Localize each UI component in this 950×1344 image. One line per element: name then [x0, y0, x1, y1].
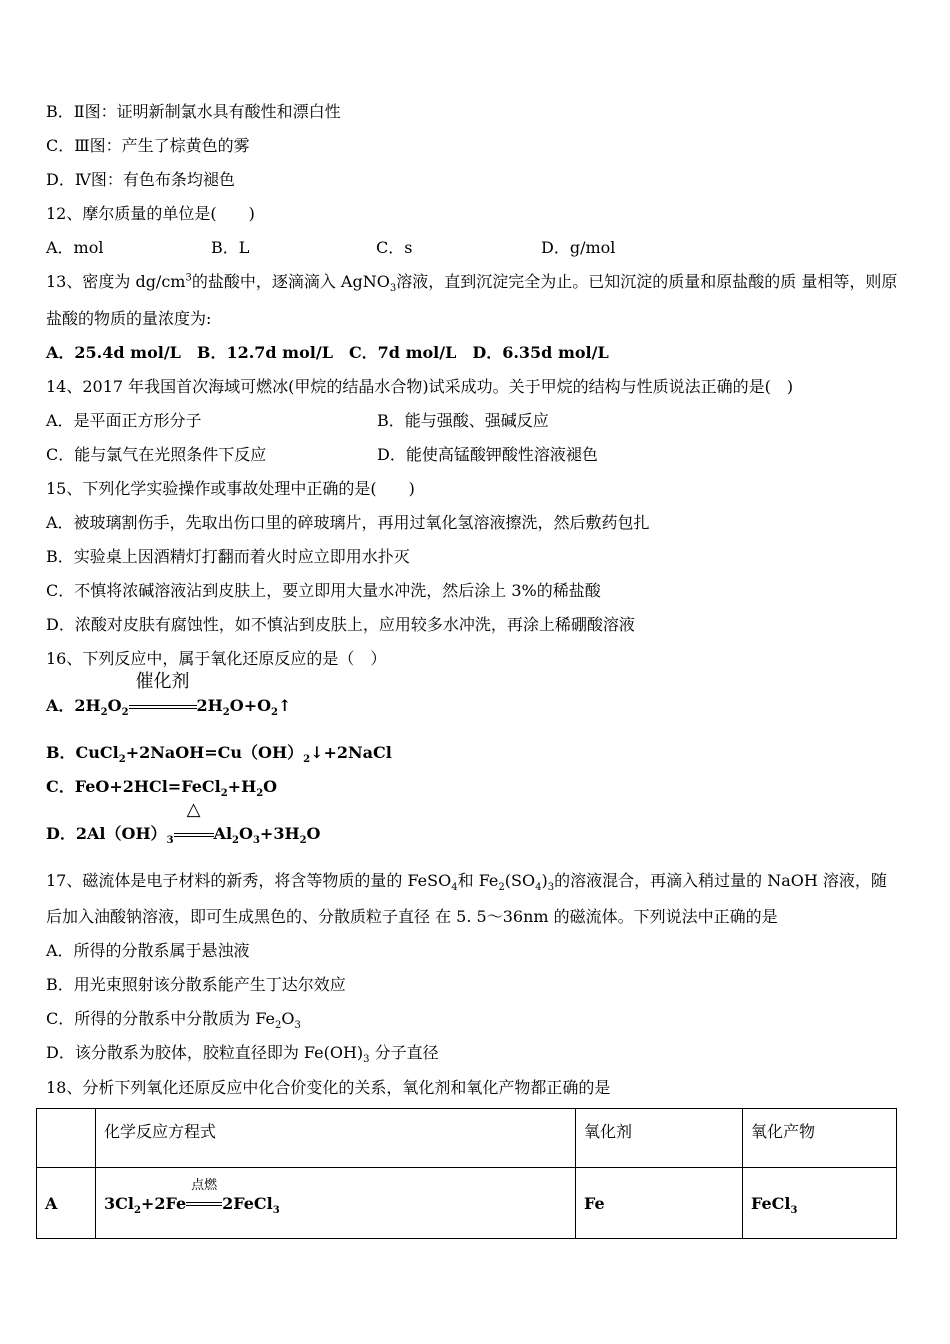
q14-stem: 14、2017 年我国首次海域可燃冰(甲烷的结晶水合物)试采成功。关于甲烷的结构与性质说法正确的是( ) — [46, 377, 794, 396]
row-oxidation-product: FeCl$_3$ — [743, 1168, 897, 1239]
q12-option-a: A．mol — [46, 238, 104, 257]
q15-stem: 15、下列化学实验操作或事故处理中正确的是( ) — [46, 479, 415, 498]
table-header-row — [37, 1109, 897, 1168]
table-row — [37, 1168, 897, 1239]
q15-option-a: A．被玻璃割伤手，先取出伤口里的碎玻璃片，再用过氧化氢溶液擦洗，然后敷药包扎 — [46, 513, 650, 532]
q14-option-b: B．能与强酸、强碱反应 — [377, 411, 549, 430]
q18-table — [36, 1108, 897, 1239]
row-equation: $3Cl_2+2Fe$ 点燃 2FeCl$_3$ — [96, 1168, 576, 1239]
q16-option-c: C．$FeO+2HCl=FeCl_2+H_2O$ — [46, 777, 278, 800]
row-oxidant: Fe — [576, 1168, 743, 1239]
q14-option-d: D．能使高锰酸钾酸性溶液褪色 — [377, 445, 598, 464]
ignite-arrow: 点燃 — [186, 1194, 222, 1213]
q17-option-b: B．用光束照射该分散系能产生丁达尔效应 — [46, 975, 346, 994]
q15-option-c: C．不慎将浓碱溶液沾到皮肤上，要立即用大量水冲洗，然后涂上 3%的稀盐酸 — [46, 581, 601, 600]
q16-stem: 16、下列反应中，属于氧化还原反应的是（ ） — [46, 649, 387, 668]
header-oxidation-product: 氧化产物 — [743, 1109, 897, 1168]
q12-stem: 12、摩尔质量的单位是( ) — [46, 204, 255, 223]
q16-option-d: D．$2Al(OH)_3$ △ $Al_2O_3+3H_2O$ — [46, 799, 321, 847]
q17-option-a: A．所得的分散系属于悬浊液 — [46, 941, 250, 960]
q17-stem: 17、磁流体是电子材料的新秀，将含等物质的量的 FeSO$_4$和 $Fe_2(SO_4)_3$的溶液混合，再滴入稍过量的 NaOH 溶液，随 — [46, 871, 887, 894]
q14-option-c: C．能与氯气在光照条件下反应 — [46, 445, 267, 464]
q11-option-d: D．Ⅳ图：有色布条均褪色 — [46, 170, 235, 189]
q18-stem: 18、分析下列氧化还原反应中化合价变化的关系，氧化剂和氧化产物都正确的是 — [46, 1078, 611, 1097]
q12-option-c: C．s — [376, 238, 413, 257]
header-oxidant: 氧化剂 — [576, 1109, 743, 1168]
q17-option-d: D．该分散系为胶体，胶粒直径即为 $Fe(OH)_3$ 分子直径 — [46, 1043, 439, 1066]
q17-option-c: C．所得的分散系中分散质为 $Fe_2O_3$ — [46, 1009, 301, 1032]
q15-option-b: B．实验桌上因酒精灯打翻而着火时应立即用水扑灭 — [46, 547, 410, 566]
q12-option-d: D．g/mol — [541, 238, 616, 257]
q14-option-a: A．是平面正方形分子 — [46, 411, 202, 430]
header-equation: 化学反应方程式 — [96, 1109, 576, 1168]
q11-option-b: B．Ⅱ图：证明新制氯水具有酸性和漂白性 — [46, 102, 341, 121]
q11-option-c: C．Ⅲ图：产生了棕黄色的雾 — [46, 136, 250, 155]
q13-options: A．25.4d mol/L B．12.7d mol/L C．7d mol/L D．6.35d mol/L — [46, 343, 609, 362]
header-blank — [37, 1109, 96, 1168]
heat-arrow: △ — [174, 823, 214, 845]
row-label: A — [37, 1168, 96, 1239]
q13-stem-line2: 盐酸的物质的量浓度为: — [46, 309, 212, 328]
catalyst-arrow: 催化剂 — [129, 695, 197, 717]
q13-stem: 13、密度为 $dg/cm^3$的盐酸中，逐滴滴入 AgNO$_3$溶液，直到沉淀完全为止。已知沉淀的质量和原盐酸的质 量相等，则原 — [46, 272, 898, 295]
q15-option-d: D．浓酸对皮肤有腐蚀性，如不慎沾到皮肤上，应用较多水冲洗，再涂上稀硼酸溶液 — [46, 615, 635, 634]
q16-option-a: A．$2H_2O_2$ 催化剂 $2H_2O+O_2↑$ — [46, 671, 292, 719]
q12-option-b: B．L — [211, 238, 250, 257]
q16-option-b: B．$CuCl_2+2NaOH=Cu(OH)_2↓+2NaCl$ — [46, 743, 392, 766]
q17-stem-line2: 后加入油酸钠溶液，即可生成黑色的、分散质粒子直径 在 5. 5～36nm 的磁流体。下列说法中正确的是 — [46, 907, 778, 926]
